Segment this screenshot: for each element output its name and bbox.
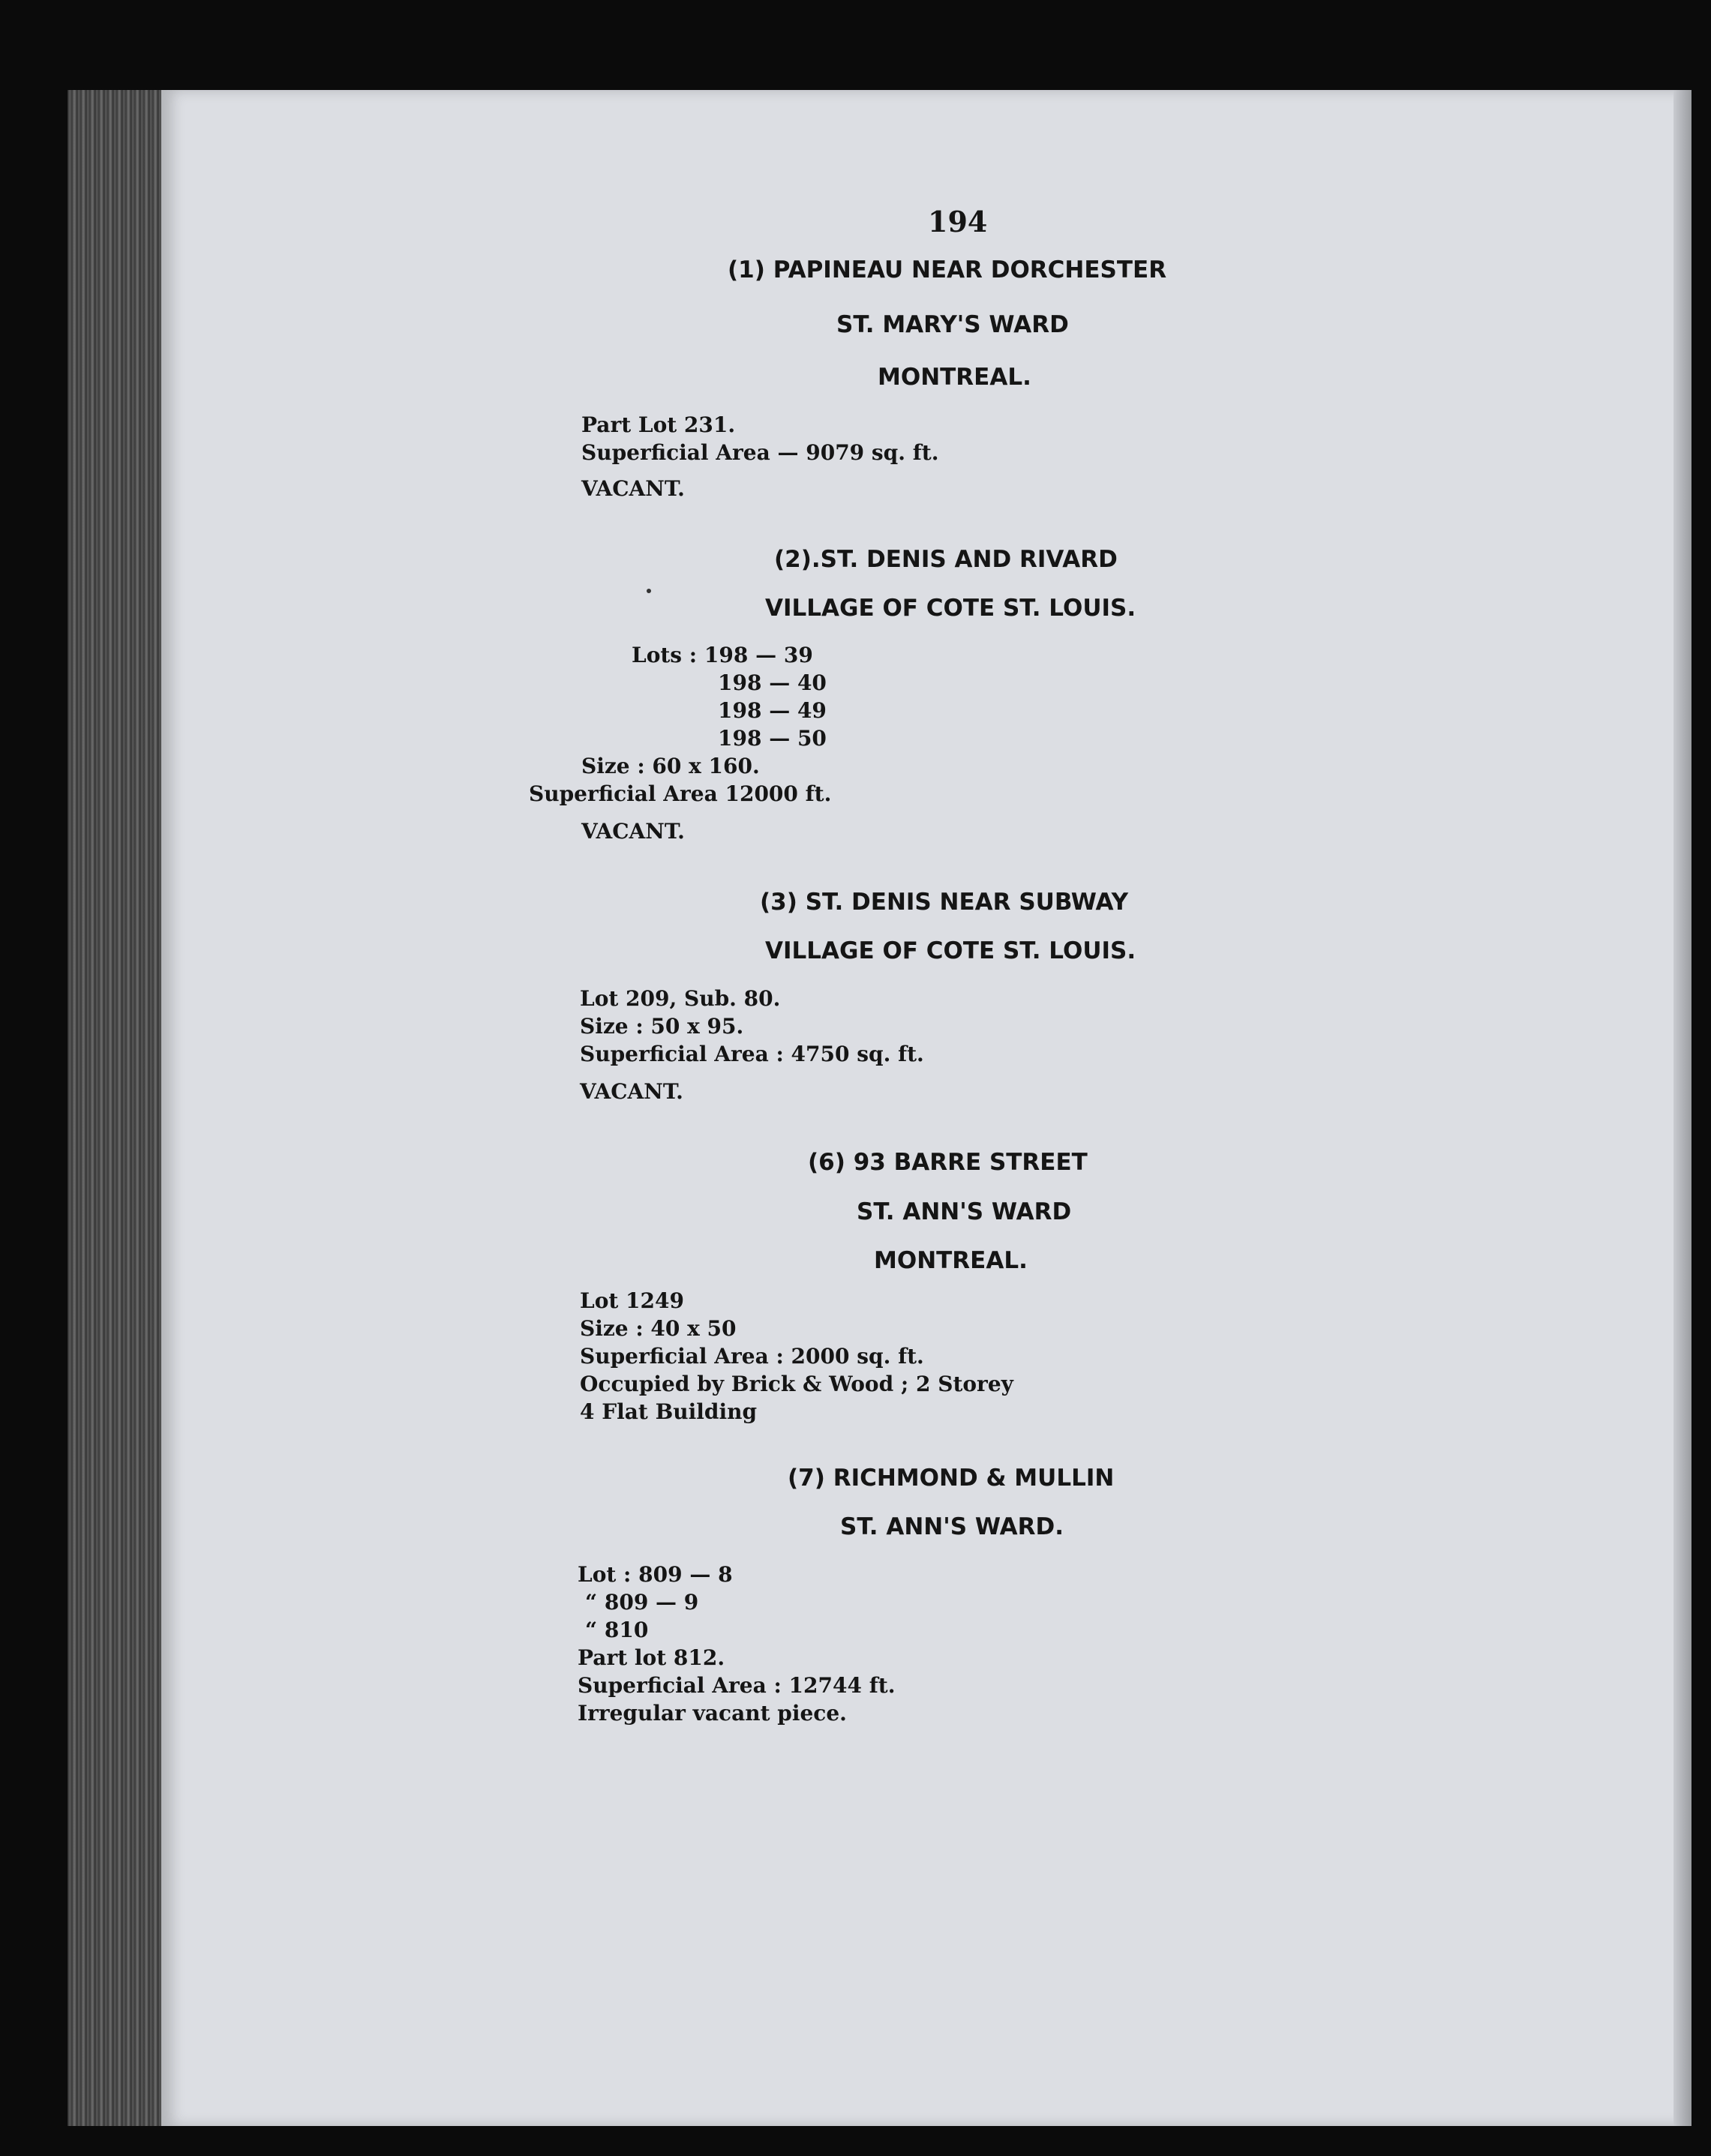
page-right-edge [1673,90,1691,2126]
page-number: 194 [928,205,988,238]
section-3-line-2: Size : 50 x 95. [580,1014,744,1039]
section-6-line-3: Superficial Area : 2000 sq. ft. [580,1344,924,1369]
section-6-line-5: 4 Flat Building [580,1399,758,1424]
section-6-line-4: Occupied by Brick & Wood ; 2 Storey [580,1372,1013,1396]
section-2-line-4: 198 — 50 [718,726,827,751]
section-6-heading: (6) 93 BARRE STREET [808,1149,1088,1176]
section-1-line-2: Superficial Area — 9079 sq. ft. [581,440,939,465]
section-1-ward: ST. MARY'S WARD [836,311,1069,338]
section-1-heading: (1) PAPINEAU NEAR DORCHESTER [728,256,1167,283]
section-2-village: VILLAGE OF COTE ST. LOUIS. [765,595,1136,622]
section-3-line-1: Lot 209, Sub. 80. [580,986,781,1011]
section-2-heading: (2).ST. DENIS AND RIVARD [774,546,1118,573]
section-2-line-1: Lots : 198 — 39 [632,643,813,667]
section-7-ward: ST. ANN'S WARD. [840,1513,1064,1540]
section-2-line-3: 198 — 49 [718,698,827,723]
section-2-line-2: 198 — 40 [718,670,827,695]
section-1-city: MONTREAL. [878,364,1031,391]
print-speck [647,589,651,593]
section-6-ward: ST. ANN'S WARD [857,1198,1072,1225]
section-2-line-7: VACANT. [581,819,685,844]
section-7-line-3: “ 810 [585,1618,649,1642]
document-page [161,90,1691,2126]
section-3-village: VILLAGE OF COTE ST. LOUIS. [765,937,1136,964]
section-7-heading: (7) RICHMOND & MULLIN [788,1465,1115,1492]
section-7-line-2: “ 809 — 9 [585,1590,699,1615]
section-1-line-1: Part Lot 231. [581,412,736,437]
section-2-line-6: Superficial Area 12000 ft. [529,781,832,806]
section-6-line-1: Lot 1249 [580,1288,684,1313]
section-3-line-3: Superficial Area : 4750 sq. ft. [580,1042,924,1066]
section-3-heading: (3) ST. DENIS NEAR SUBWAY [760,889,1129,916]
section-2-line-5: Size : 60 x 160. [581,754,760,778]
section-7-line-6: Irregular vacant piece. [578,1701,847,1726]
section-1-line-3: VACANT. [581,476,685,501]
section-6-line-2: Size : 40 x 50 [580,1316,737,1341]
section-7-line-1: Lot : 809 — 8 [578,1562,733,1587]
section-3-line-4: VACANT. [580,1079,683,1104]
section-6-city: MONTREAL. [874,1247,1028,1274]
section-7-line-4: Part lot 812. [578,1645,725,1670]
section-7-line-5: Superficial Area : 12744 ft. [578,1673,896,1698]
